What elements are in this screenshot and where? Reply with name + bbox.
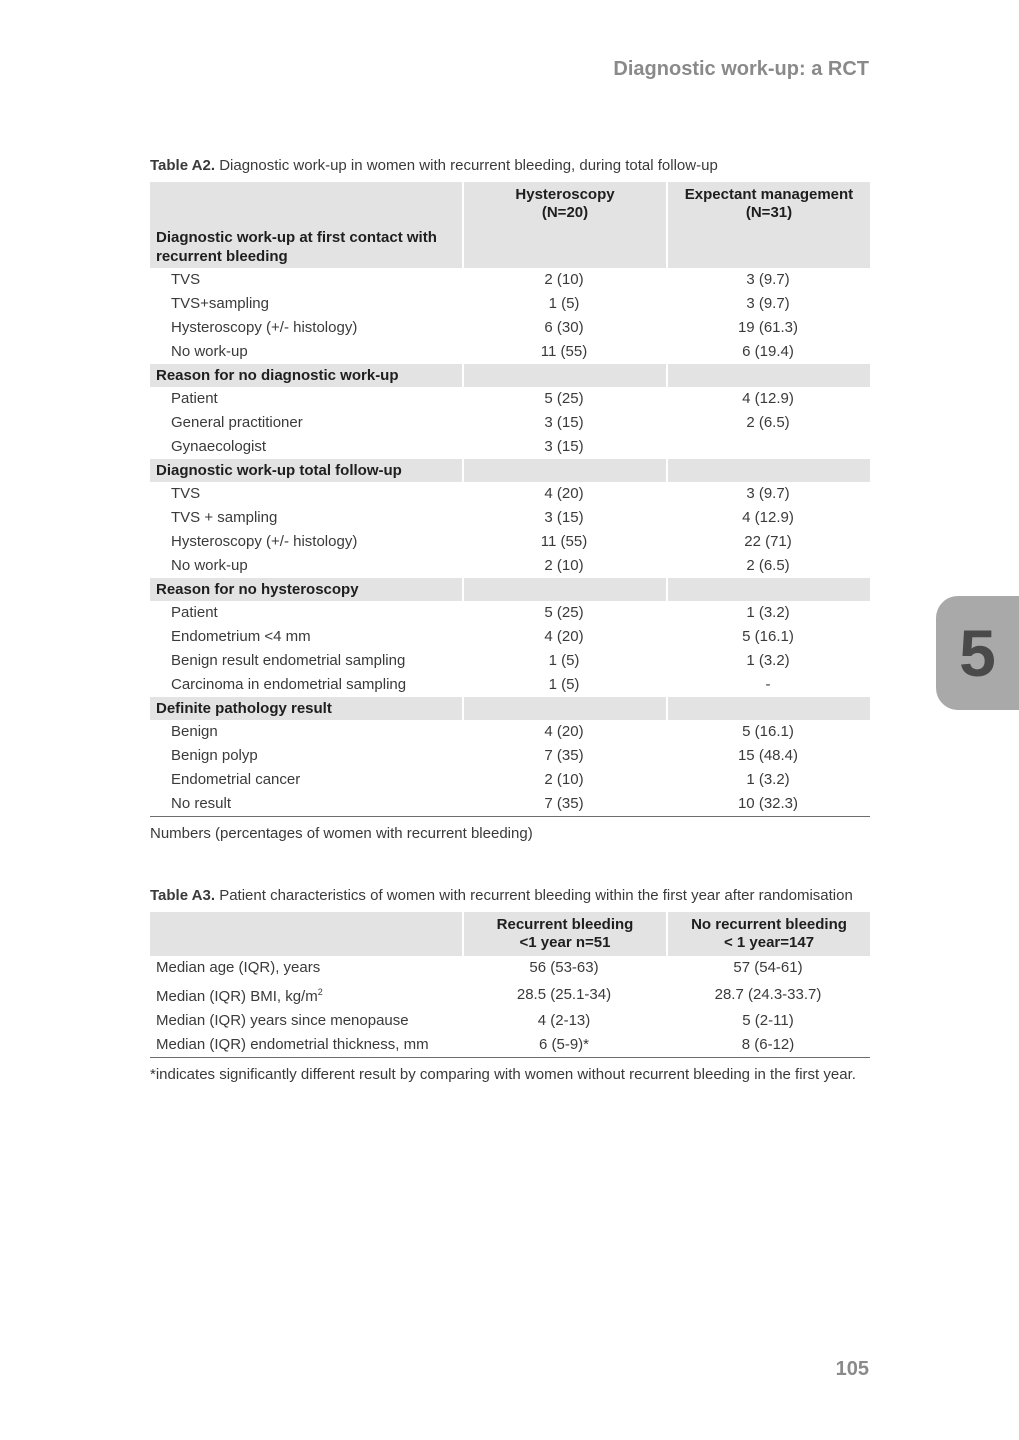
table-a3 bbox=[150, 912, 870, 1058]
row-label: No work-up bbox=[171, 557, 248, 574]
running-head: Diagnostic work-up: a RCT bbox=[613, 58, 869, 80]
table-row bbox=[150, 956, 870, 980]
table-row bbox=[150, 411, 870, 435]
no-recurrent-value: 28.7 (24.3-33.7) bbox=[714, 985, 822, 1003]
row-label: Carcinoma in endometrial sampling bbox=[171, 676, 407, 693]
row-label: Hysteroscopy (+/- histology) bbox=[171, 319, 358, 336]
table-a3-body bbox=[150, 956, 870, 1058]
page-number: 105 bbox=[835, 1358, 869, 1380]
section-empty-cell bbox=[666, 578, 870, 601]
table-row bbox=[150, 601, 870, 625]
row-label: TVS bbox=[171, 485, 201, 502]
section-title: Definite pathology result bbox=[150, 697, 462, 720]
expectant-value: - bbox=[765, 676, 771, 693]
table-row bbox=[150, 980, 870, 1009]
table-row bbox=[150, 768, 870, 792]
header-no-recurrent bbox=[666, 912, 870, 956]
table-row bbox=[150, 387, 870, 411]
table-a2-body bbox=[150, 226, 870, 817]
table-a2-caption bbox=[150, 157, 870, 174]
row-label: TVS + sampling bbox=[171, 509, 278, 526]
header-recurrent-label: Recurrent bleeding bbox=[496, 916, 634, 933]
table-row bbox=[150, 530, 870, 554]
row-label: Hysteroscopy (+/- histology) bbox=[171, 533, 358, 550]
recurrent-value: 56 (53-63) bbox=[529, 959, 599, 976]
table-a3-caption bbox=[150, 887, 870, 904]
hysteroscopy-value: 7 (35) bbox=[544, 747, 584, 764]
header-empty bbox=[150, 912, 462, 956]
expectant-value: 1 (3.2) bbox=[746, 652, 790, 669]
hysteroscopy-value: 4 (20) bbox=[544, 485, 584, 502]
section-empty-cell bbox=[666, 697, 870, 720]
header-expectant bbox=[666, 182, 870, 226]
row-label-text: Median (IQR) years since menopause bbox=[156, 1012, 409, 1029]
hysteroscopy-value: 3 (15) bbox=[544, 509, 584, 526]
expectant-value: 5 (16.1) bbox=[742, 628, 794, 645]
row-label: Gynaecologist bbox=[171, 438, 267, 455]
table-row bbox=[150, 649, 870, 673]
row-label: TVS bbox=[171, 271, 201, 288]
expectant-value: 4 (12.9) bbox=[742, 509, 794, 526]
hysteroscopy-value: 2 (10) bbox=[544, 771, 584, 788]
table-row bbox=[150, 340, 870, 364]
row-label bbox=[150, 980, 462, 1009]
row-label: General practitioner bbox=[171, 414, 303, 431]
table-a2-caption-text: Diagnostic work-up in women with recurrent bleeding, during total follow-up bbox=[219, 157, 718, 174]
row-label: No result bbox=[150, 792, 462, 817]
hysteroscopy-value: 7 (35) bbox=[462, 792, 666, 817]
expectant-value: 2 (6.5) bbox=[746, 557, 790, 574]
expectant-value: 2 (6.5) bbox=[746, 414, 790, 431]
row-label: Benign result endometrial sampling bbox=[171, 652, 406, 669]
header-expectant-label: Expectant management bbox=[684, 186, 854, 203]
section-header-row bbox=[150, 697, 870, 720]
hysteroscopy-value: 6 (30) bbox=[544, 319, 584, 336]
table-row bbox=[150, 1033, 870, 1058]
hysteroscopy-value: 4 (20) bbox=[544, 723, 584, 740]
row-label: Benign bbox=[171, 723, 218, 740]
header-recurrent bbox=[462, 912, 666, 956]
table-row bbox=[150, 792, 870, 817]
row-label: TVS+sampling bbox=[171, 295, 269, 312]
table-row bbox=[150, 435, 870, 459]
section-empty-cell bbox=[462, 697, 666, 720]
expectant-value: 3 (9.7) bbox=[746, 295, 790, 312]
row-label-text: Median age (IQR), years bbox=[156, 959, 321, 976]
table-a2 bbox=[150, 182, 870, 817]
header-hysteroscopy-label: Hysteroscopy bbox=[515, 186, 615, 203]
hysteroscopy-value: 5 (25) bbox=[544, 604, 584, 621]
header-no-recurrent-label: No recurrent bleeding bbox=[691, 916, 847, 933]
section-title: Reason for no diagnostic work-up bbox=[150, 364, 462, 387]
hysteroscopy-value: 11 (55) bbox=[540, 533, 588, 550]
hysteroscopy-value: 1 (5) bbox=[548, 652, 580, 669]
section-empty-cell bbox=[666, 364, 870, 387]
section-header-row bbox=[150, 578, 870, 601]
section-title: Diagnostic work-up at first contact with recurrent bleeding bbox=[150, 226, 462, 268]
expectant-value: 1 (3.2) bbox=[746, 771, 790, 788]
hysteroscopy-value: 11 (55) bbox=[540, 343, 588, 360]
header-hysteroscopy bbox=[462, 182, 666, 226]
table-row bbox=[150, 673, 870, 697]
table-row bbox=[150, 554, 870, 578]
row-label bbox=[150, 956, 462, 980]
no-recurrent-value: 5 (2-11) bbox=[742, 1012, 794, 1029]
table-row bbox=[150, 316, 870, 340]
row-label-text: Median (IQR) BMI, kg/m bbox=[156, 988, 318, 1005]
row-label: Patient bbox=[171, 604, 218, 621]
row-label: Benign polyp bbox=[171, 747, 258, 764]
header-hysteroscopy-n: (N=20) bbox=[541, 204, 589, 221]
table-a3-caption-label: Table A3. bbox=[150, 887, 216, 904]
no-recurrent-value: 57 (54-61) bbox=[733, 959, 803, 976]
table-row bbox=[150, 506, 870, 530]
table-a2-caption-label: Table A2. bbox=[150, 157, 216, 174]
section-empty-cell bbox=[666, 459, 870, 482]
expectant-value: 3 (9.7) bbox=[746, 271, 790, 288]
row-label-superscript: 2 bbox=[317, 987, 323, 997]
section-header-row bbox=[150, 459, 870, 482]
expectant-value: 6 (19.4) bbox=[742, 343, 794, 360]
expectant-value: 10 (32.3) bbox=[666, 792, 870, 817]
row-label: Endometrial cancer bbox=[171, 771, 301, 788]
hysteroscopy-value: 1 (5) bbox=[548, 295, 580, 312]
table-row bbox=[150, 292, 870, 316]
table-a3-caption-text: Patient characteristics of women with recurrent bleeding within the first year after randomisation bbox=[219, 887, 853, 904]
header-no-recurrent-n: < 1 year=147 bbox=[723, 934, 815, 951]
section-title: Diagnostic work-up total follow-up bbox=[150, 459, 462, 482]
section-title: Reason for no hysteroscopy bbox=[150, 578, 462, 601]
row-label-text: Median (IQR) endometrial thickness, mm bbox=[156, 1036, 429, 1053]
expectant-value: 15 (48.4) bbox=[737, 747, 799, 764]
table-row bbox=[150, 744, 870, 768]
section-empty-cell bbox=[462, 578, 666, 601]
row-label: Endometrium <4 mm bbox=[171, 628, 311, 645]
row-label bbox=[150, 1033, 462, 1058]
table-a3-footnote: *indicates significantly different result by comparing with women without recurrent bleeding in the first year. bbox=[150, 1066, 856, 1083]
table-row bbox=[150, 1009, 870, 1033]
section-empty-cell bbox=[666, 226, 870, 268]
hysteroscopy-value: 2 (10) bbox=[544, 271, 584, 288]
hysteroscopy-value: 3 (15) bbox=[544, 414, 584, 431]
hysteroscopy-value: 5 (25) bbox=[544, 390, 584, 407]
expectant-value: 4 (12.9) bbox=[742, 390, 794, 407]
table-a3-block bbox=[150, 887, 870, 1083]
section-empty-cell bbox=[462, 459, 666, 482]
section-empty-cell bbox=[462, 226, 666, 268]
section-header-row bbox=[150, 226, 870, 268]
expectant-value: 1 (3.2) bbox=[746, 604, 790, 621]
hysteroscopy-value: 1 (5) bbox=[548, 676, 580, 693]
expectant-value: 3 (9.7) bbox=[746, 485, 790, 502]
expectant-value: 19 (61.3) bbox=[737, 319, 799, 336]
table-row bbox=[150, 625, 870, 649]
table-a2-block bbox=[150, 157, 870, 842]
section-header-row bbox=[150, 364, 870, 387]
table-a3-header-row bbox=[150, 912, 870, 956]
recurrent-value: 6 (5-9)* bbox=[462, 1033, 666, 1058]
header-recurrent-n: <1 year n=51 bbox=[519, 934, 611, 951]
table-row bbox=[150, 482, 870, 506]
hysteroscopy-value: 2 (10) bbox=[544, 557, 584, 574]
hysteroscopy-value: 4 (20) bbox=[544, 628, 584, 645]
row-label: No work-up bbox=[171, 343, 248, 360]
expectant-value: 22 (71) bbox=[744, 533, 792, 550]
expectant-value bbox=[666, 435, 870, 459]
section-empty-cell bbox=[462, 364, 666, 387]
row-label bbox=[150, 1009, 462, 1033]
table-a2-header-row bbox=[150, 182, 870, 226]
table-a2-footnote: Numbers (percentages of women with recurrent bleeding) bbox=[150, 825, 533, 842]
no-recurrent-value: 8 (6-12) bbox=[666, 1033, 870, 1058]
chapter-tab: 5 bbox=[936, 596, 1019, 710]
recurrent-value: 4 (2-13) bbox=[537, 1012, 591, 1029]
table-row bbox=[150, 720, 870, 744]
header-expectant-n: (N=31) bbox=[745, 204, 793, 221]
row-label: Patient bbox=[171, 390, 218, 407]
hysteroscopy-value: 3 (15) bbox=[544, 438, 584, 455]
recurrent-value: 28.5 (25.1-34) bbox=[516, 985, 612, 1003]
expectant-value: 5 (16.1) bbox=[742, 723, 794, 740]
header-empty bbox=[150, 182, 462, 226]
table-row bbox=[150, 268, 870, 292]
